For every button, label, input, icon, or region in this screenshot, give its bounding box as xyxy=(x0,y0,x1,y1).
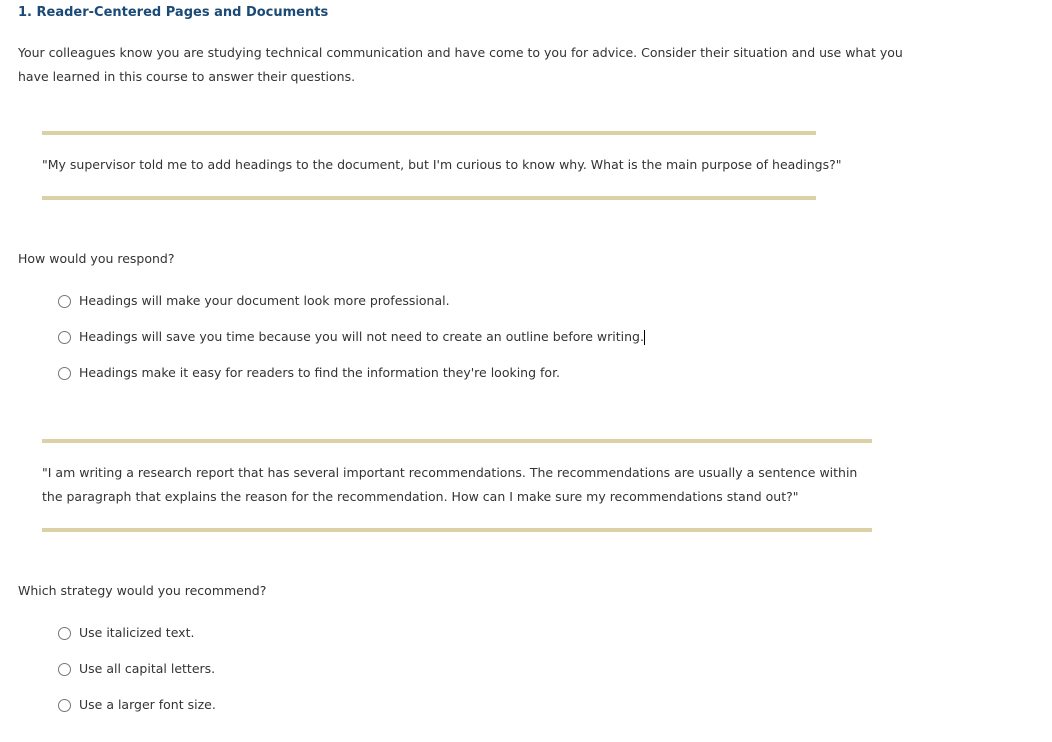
option-label: Headings make it easy for readers to find the information they're looking for. xyxy=(79,365,561,380)
radio-button[interactable] xyxy=(58,295,71,308)
text-cursor xyxy=(644,330,645,345)
radio-button[interactable] xyxy=(58,627,71,640)
question-2-option-3[interactable] xyxy=(58,696,216,714)
question-2-quote-text: "I am writing a research report that has several important recommendations. The recommendations are usually a sentence within the paragraph that explains the reason for the recommendation. How can I make sure my recommendations stand out?" xyxy=(42,465,858,504)
radio-button[interactable] xyxy=(58,699,71,712)
option-label: Headings will make your document look more professional. xyxy=(79,293,450,308)
question-1-quote-text: "My supervisor told me to add headings to the document, but I'm curious to know why. What is the main purpose of headings?" xyxy=(42,157,842,172)
radio-button[interactable] xyxy=(58,663,71,676)
radio-button[interactable] xyxy=(58,367,71,380)
question-1-prompt: How would you respond? xyxy=(18,251,175,266)
question-2-option-2[interactable] xyxy=(58,660,215,678)
radio-button[interactable] xyxy=(58,331,71,344)
option-label: Use italicized text. xyxy=(79,625,195,640)
section-intro: Your colleagues know you are studying technical communication and have come to you for advice. Consider their situation and use what you have learned in this course to answer their questions. xyxy=(18,45,903,84)
question-2-option-1[interactable] xyxy=(58,624,194,642)
question-2-prompt: Which strategy would you recommend? xyxy=(18,583,267,598)
question-1-option-2[interactable] xyxy=(58,328,645,346)
option-label: Use all capital letters. xyxy=(79,661,216,676)
question-1-option-3[interactable] xyxy=(58,364,560,382)
section-title: 1. Reader-Centered Pages and Documents xyxy=(18,5,329,20)
option-label: Headings will save you time because you will not need to create an outline before writing. xyxy=(79,329,644,344)
option-label: Use a larger font size. xyxy=(79,697,216,712)
question-1-option-1[interactable] xyxy=(58,292,450,310)
question-2-quote xyxy=(42,439,872,532)
question-1-quote xyxy=(42,131,842,200)
